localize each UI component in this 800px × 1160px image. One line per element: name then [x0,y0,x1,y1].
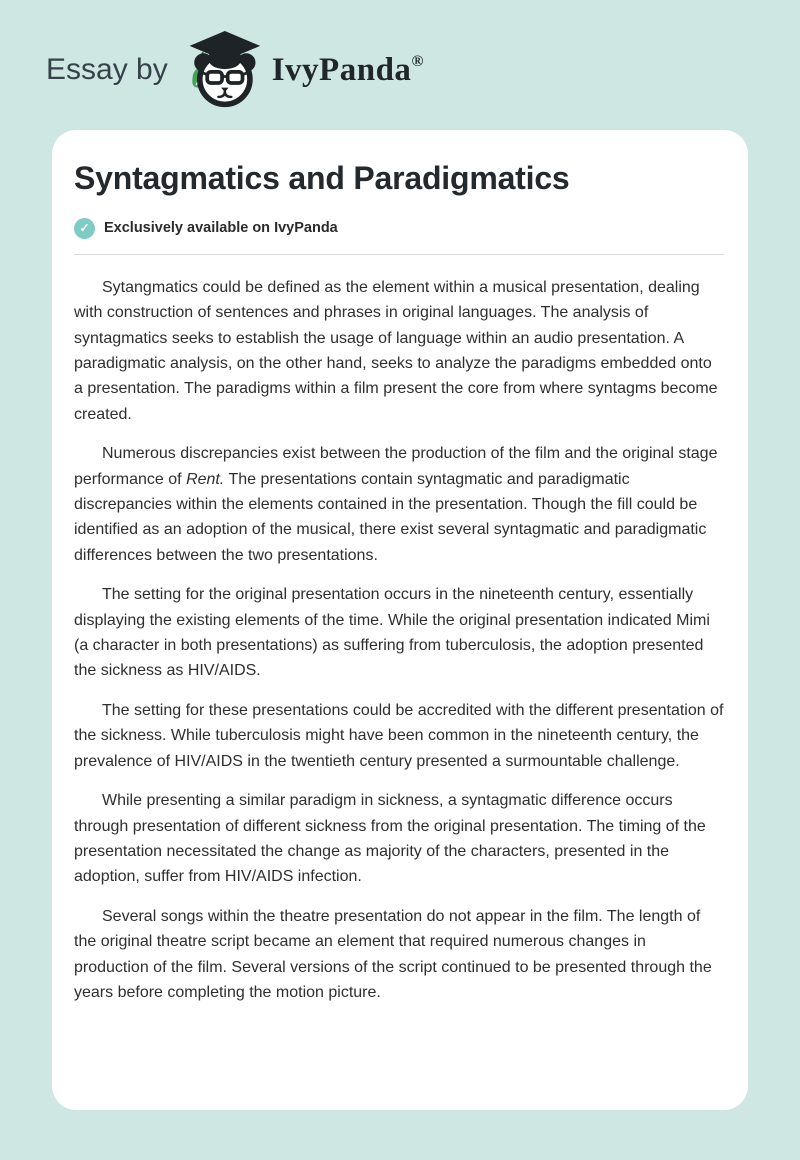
essay-paragraph [74,582,724,684]
essay-paragraph [74,441,724,568]
registered-mark: ® [411,52,424,70]
check-icon: ✓ [74,218,95,239]
italic-run: Rent. [186,470,225,488]
text-run: The presentations contain syntagmatic and paradigmatic discrepancies within the elements contained in the presentation. Though the fill could be identified as an adoption of the musical, there exist several syntagmatic and paradigmatic differences between the two presentations. [74,470,707,564]
text-run: While presenting a similar paradigm in sickness, a syntagmatic difference occurs through presentation of different sickness from the original presentation. The timing of the presentation necessitated the change as majority of the characters, presented in the adoption, suffer from HIV/AIDS infection. [74,792,706,886]
divider [74,254,724,255]
essay-paragraph [74,788,724,890]
essay-paragraph [74,275,724,427]
text-run: Numerous discrepancies exist between the production of the film and the original stage performance of [74,445,718,488]
header [0,0,800,112]
text-run: The setting for these presentations could be accredited with the different presentation of the sickness. While tuberculosis might have been common in the nineteenth century, the prevalence of HIV/AIDS in the twentieth century presented a surmountable challenge. [74,701,724,770]
essay-body [74,275,724,1006]
essay-paragraph [74,904,724,1006]
essay-paragraph [74,698,724,774]
availability-badge [74,218,724,239]
brand-name [272,52,424,89]
brand-text: IvyPanda [271,51,412,88]
availability-badge-label: Exclusively available on IvyPanda [104,220,338,237]
page-title: Syntagmatics and Paradigmatics [74,160,570,196]
essay-card [52,130,748,1110]
text-run: The setting for the original presentation occurs in the nineteenth century, essentially displaying the existing elements of the time. While the original presentation indicated Mimi (a character in both presentations) as suffering from tuberculosis, the adoption presented the sickness as HIV/AIDS. [74,586,710,680]
essay-by-label: Essay by [46,53,168,86]
ivypanda-panda-logo-icon [184,29,262,111]
text-run: Several songs within the theatre presentation do not appear in the film. The length of the original theatre script became an element that required numerous changes in production of the film. Several versions of the script continued to be presented through the years before completing the motion picture. [74,907,712,1001]
text-run: Sytangmatics could be defined as the element within a musical presentation, dealing with construction of sentences and phrases in original languages. The analysis of syntagmatics seeks to establish the usage of language within an audio presentation. A paradigmatic analysis, on the other hand, seeks to analyze the paradigms embedded onto a presentation. The paradigms within a film present the core from where syntagms become created. [74,278,718,423]
